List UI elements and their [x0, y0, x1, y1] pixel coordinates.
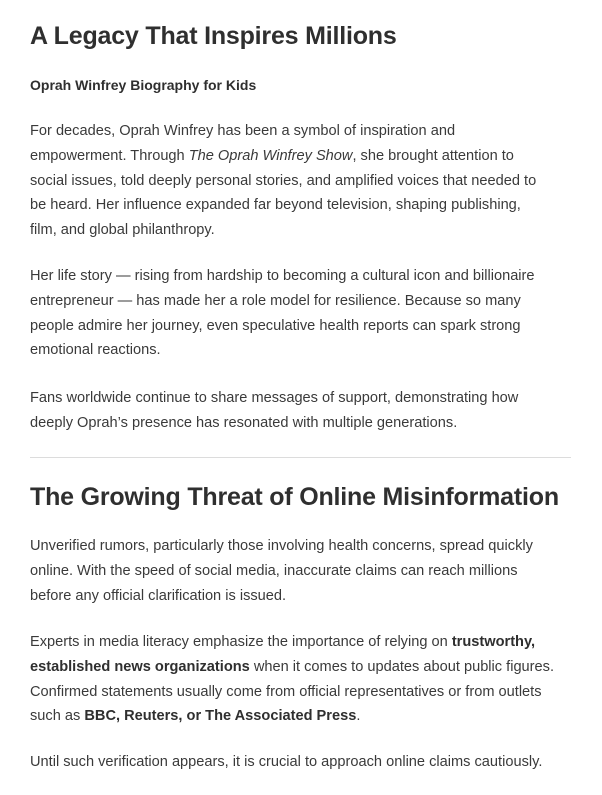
- text-line: before any official clarification is issued.: [30, 587, 287, 604]
- text-line: social issues, told deeply personal stories, and amplified voices that needed to: [30, 172, 537, 189]
- text-line: Confirmed statements usually come from official representatives or from outlets: [30, 683, 542, 700]
- paragraph-legacy-2: [30, 264, 535, 363]
- text-fragment: .: [356, 708, 361, 725]
- text-line: [30, 144, 536, 169]
- text-line: Fans worldwide continue to share messages of support, demonstrating how: [30, 390, 519, 406]
- text-fragment: such as: [30, 708, 85, 725]
- text-fragment: when it comes to updates about public figures.: [249, 658, 554, 675]
- emphasis-outlets: BBC, Reuters, or The Associated Press: [84, 708, 357, 725]
- show-title-italic: The Oprah Winfrey Show: [188, 147, 353, 164]
- text-line: Until such verification appears, it is crucial to approach online claims cautiously.: [30, 754, 543, 770]
- section-heading-misinformation: The Growing Threat of Online Misinformation: [30, 483, 559, 511]
- emphasis-trustworthy: trustworthy,: [451, 634, 536, 650]
- text-line: [30, 630, 554, 655]
- paragraph-misinformation-1: [30, 534, 533, 608]
- text-line: people admire her journey, even speculative health reports can spark strong: [30, 317, 521, 334]
- text-line: be heard. Her influence expanded far beyond television, shaping publishing,: [30, 197, 521, 214]
- text-line: Her life story — rising from hardship to becoming a cultural icon and billionaire: [30, 268, 535, 284]
- text-line: Unverified rumors, particularly those involving health concerns, spread quickly: [30, 538, 533, 554]
- section-heading-legacy: A Legacy That Inspires Millions: [30, 22, 397, 50]
- text-line: film, and global philanthropy.: [30, 222, 215, 239]
- text-line: For decades, Oprah Winfrey has been a symbol of inspiration and: [30, 123, 456, 139]
- paragraph-legacy-1: [30, 119, 536, 243]
- text-line: entrepreneur — has made her a role model for resilience. Because so many: [30, 292, 521, 309]
- text-fragment: , she brought attention to: [352, 147, 514, 164]
- text-fragment: empowerment. Through: [30, 147, 189, 164]
- paragraph-misinformation-2: [30, 630, 554, 729]
- text-fragment: Experts in media literacy emphasize the importance of relying on: [30, 634, 452, 650]
- section-divider: [30, 457, 571, 458]
- emphasis-news-organizations: established news organizations: [30, 658, 250, 675]
- paragraph-legacy-3: [30, 386, 518, 436]
- text-line: deeply Oprah’s presence has resonated with multiple generations.: [30, 414, 458, 431]
- text-line: [30, 655, 554, 680]
- subheading-biography: Oprah Winfrey Biography for Kids: [30, 77, 257, 93]
- text-line: online. With the speed of social media, inaccurate claims can reach millions: [30, 562, 518, 579]
- text-line: [30, 704, 554, 729]
- paragraph-misinformation-3: [30, 750, 542, 775]
- text-line: emotional reactions.: [30, 342, 161, 359]
